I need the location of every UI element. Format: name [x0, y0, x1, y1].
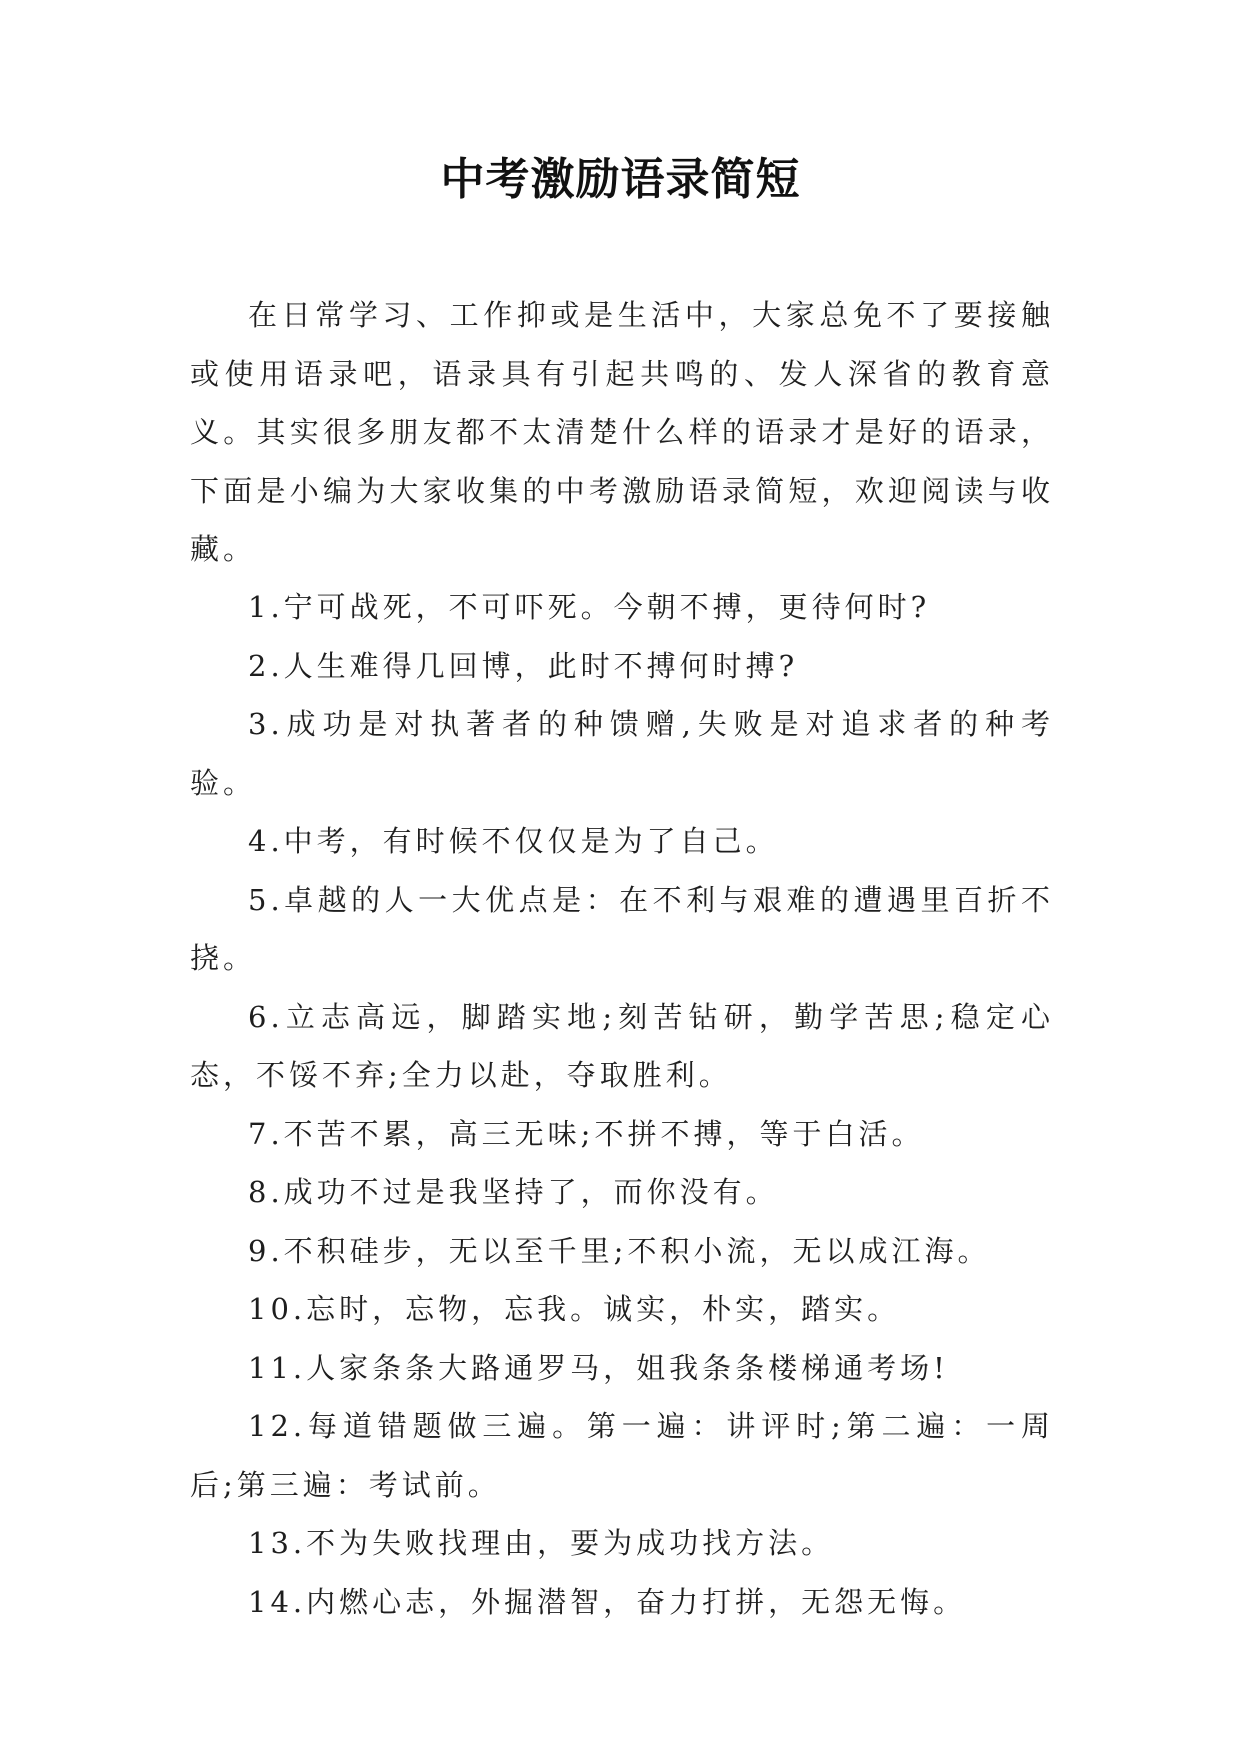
quote-item-4: 4.中考，有时候不仅仅是为了自己。: [248, 824, 779, 858]
quote-item-3: 3.成功是对执著者的种馈赠,失败是对追求者的种考验。: [190, 707, 1054, 800]
quote-item-14: 14.内燃心志，外掘潜智，奋力打拼，无怨无悔。: [248, 1584, 967, 1619]
intro-paragraph: 在日常学习、工作抑或是生活中，大家总免不了要接触或使用语录吧，语录具有引起共鸣的、发人深省的教育意义。其实很多朋友都不太清楚什么样的语录才是好的语录，下面是小编为大家收集的中考激励语录简短，欢迎阅读与收藏。: [190, 298, 1054, 566]
quote-item-1: 1.宁可战死，不可吓死。今朝不搏，更待何时?: [248, 590, 931, 624]
quote-item-8: 8.成功不过是我坚持了，而你没有。: [248, 1175, 779, 1209]
quote-item-11: 11.人家条条大路通罗马，姐我条条楼梯通考场!: [248, 1350, 949, 1385]
quote-item-7: 7.不苦不累，高三无味;不拼不搏，等于白活。: [248, 1116, 925, 1151]
quote-item-12: 12.每道错题做三遍。第一遍：讲评时;第二遍：一周后;第三遍：考试前。: [190, 1409, 1054, 1502]
quote-item-10: 10.忘时，忘物，忘我。诚实，朴实，踏实。: [248, 1292, 901, 1326]
document-title: 中考激励语录简短: [440, 154, 801, 205]
intro-section: [190, 286, 1054, 579]
quote-list: [190, 578, 1054, 1631]
quote-item-13: 13.不为失败找理由，要为成功找方法。: [248, 1526, 835, 1560]
quote-item-6: 6.立志高远，脚踏实地;刻苦钻研，勤学苦思;稳定心态，不馁不弃;全力以赴，夺取胜利。: [190, 999, 1054, 1092]
quote-item-2: 2.人生难得几回博，此时不搏何时搏?: [248, 648, 799, 683]
quote-item-9: 9.不积硅步，无以至千里;不积小流，无以成江海。: [248, 1233, 991, 1268]
quote-item-5: 5.卓越的人一大优点是：在不利与艰难的遭遇里百折不挠。: [190, 882, 1054, 975]
